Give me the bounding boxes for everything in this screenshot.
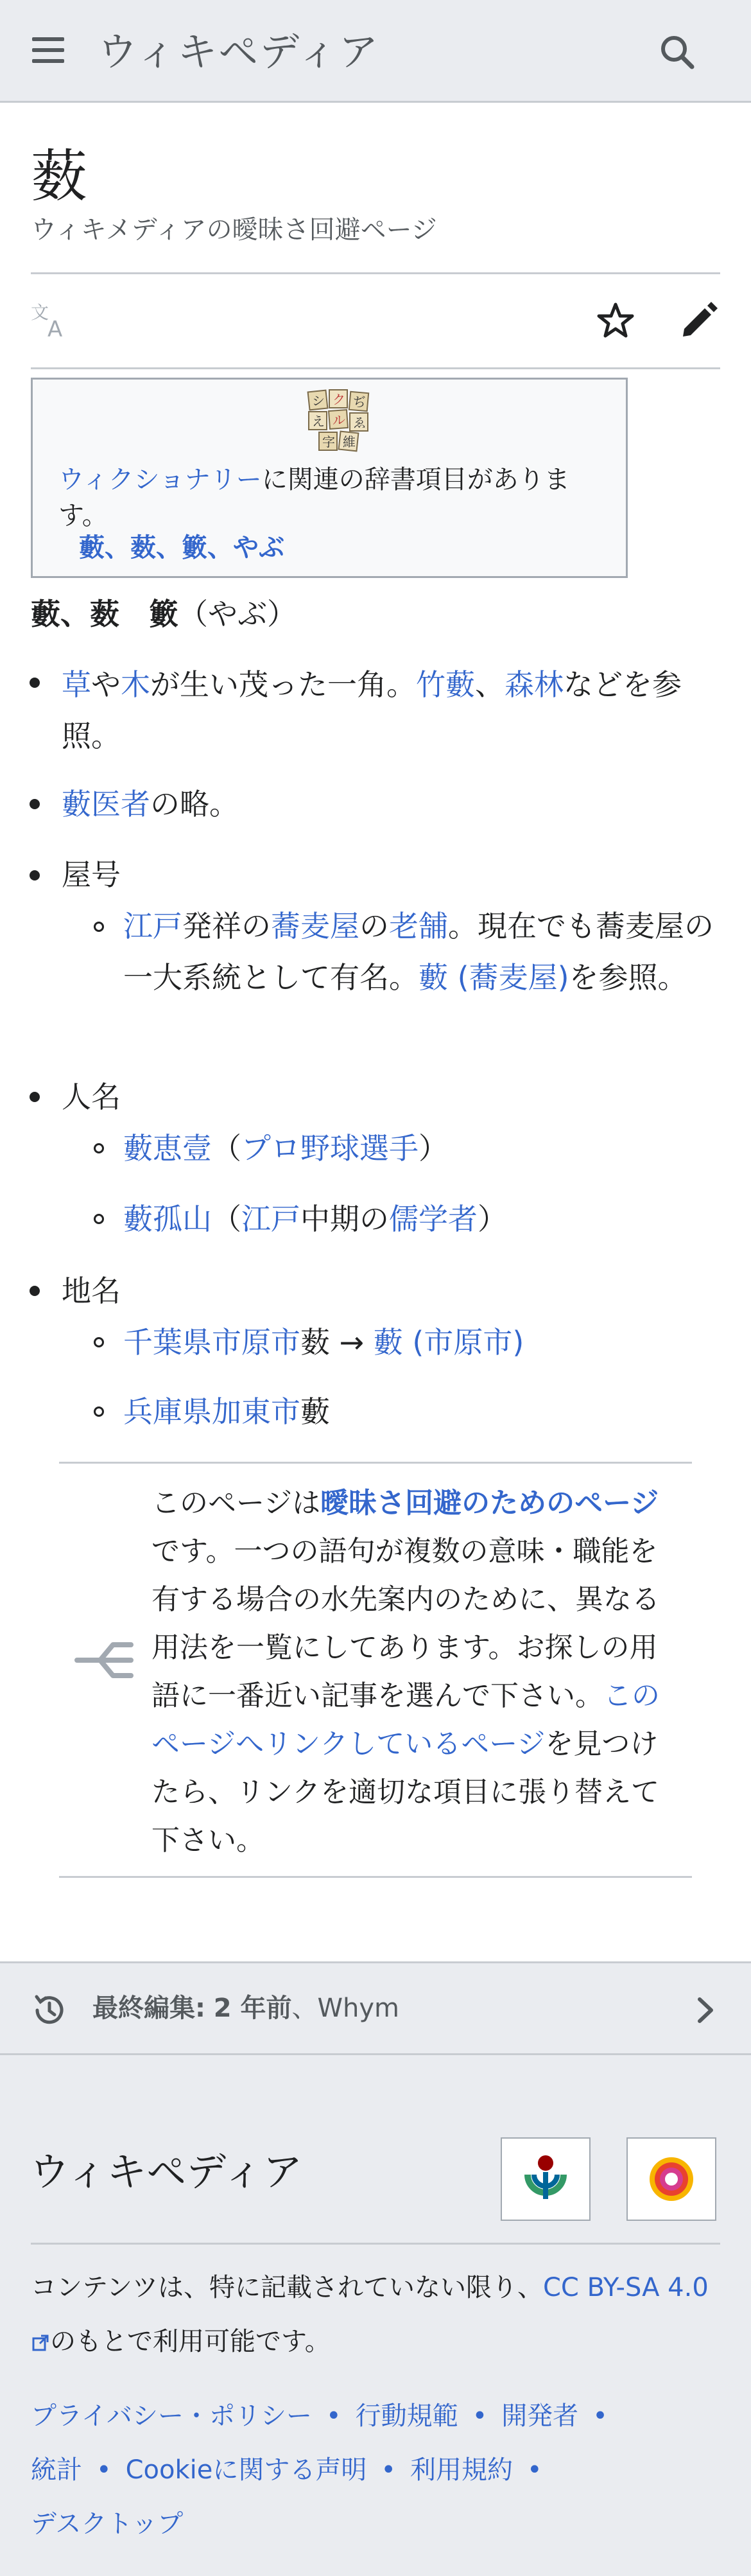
sub-bullet bbox=[94, 1406, 104, 1417]
page-subtitle: ウィキメディアの曖昧さ回避ページ bbox=[31, 215, 437, 245]
svg-text:ぢ: ぢ bbox=[353, 394, 366, 410]
edit-icon[interactable] bbox=[675, 297, 723, 344]
svg-text:ク: ク bbox=[332, 392, 345, 407]
sub-bullet bbox=[94, 922, 104, 932]
divider bbox=[31, 2243, 720, 2245]
link[interactable]: 藪恵壹 bbox=[123, 1131, 212, 1166]
wikimedia-logo[interactable] bbox=[501, 2137, 591, 2221]
footer-link-privacy[interactable]: プライバシー・ポリシー bbox=[31, 2401, 312, 2431]
sub-list-item: 兵庫県加東市藪 bbox=[123, 1394, 330, 1429]
last-edited-text: 最終編集: 2 年前、Whym bbox=[92, 1993, 400, 2023]
footer-link-desktop[interactable]: デスクトップ bbox=[31, 2509, 184, 2539]
history-icon bbox=[31, 1992, 68, 2029]
svg-text:え: え bbox=[312, 414, 325, 429]
bullet bbox=[30, 1092, 40, 1102]
language-icon[interactable] bbox=[30, 299, 71, 340]
bullet bbox=[30, 678, 40, 688]
sub-bullet bbox=[94, 1214, 104, 1224]
svg-text:シ: シ bbox=[312, 393, 325, 408]
list-item: 屋号 bbox=[62, 857, 121, 892]
wiktionary-text: ウィクショナリーに関連の辞書項目があります。 bbox=[58, 465, 570, 530]
divider bbox=[31, 367, 720, 369]
footer-link-statistics[interactable]: 統計 bbox=[31, 2455, 82, 2485]
link[interactable]: プロ野球選手 bbox=[241, 1131, 419, 1166]
footer-link-code-of-conduct[interactable]: 行動規範 bbox=[355, 2401, 458, 2431]
link[interactable]: 森林 bbox=[505, 667, 564, 702]
link[interactable]: 千葉県 bbox=[123, 1325, 212, 1360]
list-item: 草や木が生い茂った一角。竹藪、森林などを参照。 bbox=[62, 667, 682, 753]
sub-bullet bbox=[94, 1337, 104, 1347]
link[interactable]: 藪 (蕎麦屋) bbox=[419, 960, 569, 995]
divider bbox=[31, 272, 720, 274]
svg-text:字: 字 bbox=[322, 434, 335, 450]
sub-list-item: 藪孤山（江戸中期の儒学者） bbox=[123, 1202, 507, 1236]
wiktionary-word-link[interactable]: 薮 bbox=[130, 533, 156, 563]
link[interactable]: 草 bbox=[62, 667, 91, 702]
menu-icon[interactable] bbox=[27, 33, 67, 67]
wiktionary-logo bbox=[305, 387, 374, 454]
disambiguation-notice bbox=[59, 1462, 692, 1878]
sub-bullet bbox=[94, 1143, 104, 1153]
page-title: 薮 bbox=[31, 143, 88, 209]
link[interactable]: 蕎麦屋 bbox=[271, 909, 359, 943]
link[interactable]: 藪医者 bbox=[62, 787, 150, 821]
disambig-icon bbox=[74, 1637, 136, 1682]
list-item: 地名 bbox=[62, 1274, 121, 1308]
search-icon[interactable] bbox=[651, 26, 705, 80]
license-link[interactable]: CC BY-SA 4.0 bbox=[543, 2273, 709, 2302]
sub-list-item: 千葉県市原市薮 → 藪 (市原市) bbox=[123, 1325, 524, 1360]
external-link-icon bbox=[31, 2317, 50, 2336]
list-item: 藪医者の略。 bbox=[62, 787, 239, 821]
sub-list-item: 藪恵壹（プロ野球選手） bbox=[123, 1131, 448, 1166]
list-item: 人名 bbox=[62, 1080, 121, 1114]
disambiguation-link[interactable]: 曖昧さ回避のためのページ bbox=[320, 1487, 659, 1520]
star-icon[interactable] bbox=[592, 297, 639, 344]
footer-link-terms[interactable]: 利用規約 bbox=[410, 2455, 513, 2485]
disambiguation-text: このページは曖昧さ回避のためのページです。一つの語句が複数の意味・職能を有する場合の水先案内のために、異なる用法を一覧にしてあります。お探しの用語に一番近い記事を選んで下さい。このページへリンクしているページを見つけたら、リンクを適切な項目に張り替えて下さい。 bbox=[151, 1487, 660, 1857]
svg-text:A: A bbox=[47, 317, 63, 340]
footer-wordmark: ウィキペディア bbox=[30, 2148, 303, 2195]
link[interactable]: 市原市 bbox=[212, 1325, 300, 1360]
link[interactable]: 江戸 bbox=[241, 1202, 300, 1236]
lead-line: 藪、薮 籔（やぶ） bbox=[31, 597, 297, 631]
link[interactable]: 木 bbox=[121, 667, 150, 702]
what-links-here-link[interactable]: このページへリンクしているページ bbox=[151, 1679, 660, 1760]
link[interactable]: 儒学者 bbox=[389, 1202, 478, 1236]
wiktionary-word-link[interactable]: やぶ bbox=[233, 533, 284, 563]
bullet bbox=[30, 799, 40, 809]
wiktionary-words: 藪、薮、籔、やぶ bbox=[79, 533, 284, 563]
link[interactable]: 兵庫県 bbox=[123, 1394, 212, 1429]
link[interactable]: 老舗 bbox=[389, 909, 448, 943]
link[interactable]: 藪 (市原市) bbox=[373, 1325, 524, 1360]
wiktionary-word-link[interactable]: 籔 bbox=[182, 533, 207, 563]
site-wordmark[interactable]: ウィキペディア bbox=[98, 28, 380, 75]
footer-link-developers[interactable]: 開発者 bbox=[501, 2401, 579, 2431]
mediawiki-logo[interactable] bbox=[626, 2137, 716, 2221]
link[interactable]: 竹藪 bbox=[416, 667, 475, 702]
svg-text:文: 文 bbox=[31, 302, 49, 323]
svg-text:ル: ル bbox=[332, 412, 345, 428]
top-header bbox=[0, 0, 751, 103]
sub-list-item: 江戸発祥の蕎麦屋の老舗。現在でも蕎麦屋の一大系統として有名。藪 (蕎麦屋)を参照。 bbox=[123, 909, 714, 995]
link[interactable]: 藪孤山 bbox=[123, 1202, 212, 1236]
wiktionary-box bbox=[31, 378, 628, 578]
wiktionary-link[interactable]: ウィクショナリー bbox=[58, 465, 262, 495]
svg-text:維: 維 bbox=[343, 434, 356, 450]
wiktionary-word-link[interactable]: 藪 bbox=[79, 533, 105, 563]
footer-link-cookie[interactable]: Cookieに関する声明 bbox=[125, 2455, 367, 2485]
bullet bbox=[30, 1286, 40, 1296]
license-text: コンテンツは、特に記載されていない限り、CC BY-SA 4.0のもとで利用可能です。 bbox=[31, 2273, 709, 2356]
svg-text:ゑ: ゑ bbox=[353, 415, 366, 430]
footer-links: プライバシー・ポリシー • 行動規範 • 開発者 • 統計 • Cookieに関する声明 • 利用規約 • デスクトップ bbox=[31, 2401, 608, 2539]
chevron-right-icon bbox=[689, 1992, 721, 2029]
link[interactable]: 江戸 bbox=[123, 909, 182, 943]
link[interactable]: 加東市 bbox=[212, 1394, 300, 1429]
footer bbox=[0, 2055, 751, 2576]
last-edited-bar[interactable] bbox=[0, 1961, 751, 2055]
bullet bbox=[30, 870, 40, 881]
